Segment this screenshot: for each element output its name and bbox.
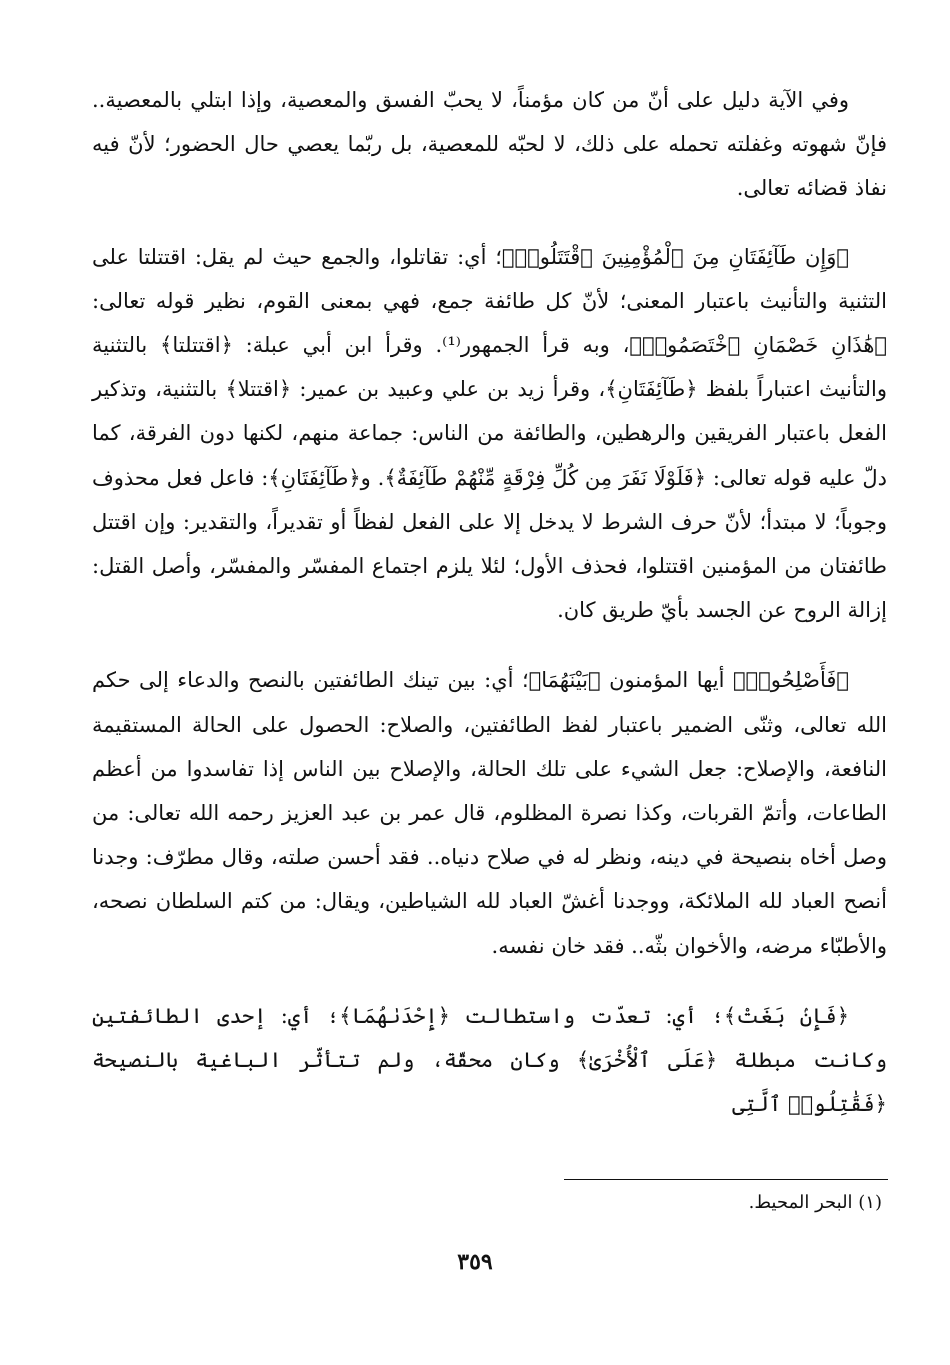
paragraph-3: ﴿فَأَصْلِحُوا۟﴾ أيها المؤمنون ﴿بَيْنَهُمَا﴾؛ أي: بين تينك الطائفتين بالنصح والدعاء إلى حكم الله تعالى، وثنّى الضمير باعتبار لفظ الطائفتين، والصلاح: الحصول على الحالة المستقيمة النافعة، والإصلاح: جعل الشيء على تلك الحالة، والإصلاح بين الناس إذا تفاسدوا من أعظم الطاعات، وأتمّ القربات، وكذا نصرة المظلوم، قال عمر بن عبد العزيز رحمه الله تعالى: من وصل أخاه بنصيحة في دينه، ونظر له في صلاح دنياه.. فقد أحسن صلته، وقال مطرّف: وجدنا أنصح العباد لله الملائكة، ووجدنا أغشّ العباد لله الشياطين، ويقال: من كتم السلطان نصحه، والأطبّاء مرضه، والأخوان بثّه.. فقد خان نفسه. <box>92 668 887 958</box>
page-number: ٣٥٩ <box>457 1249 493 1275</box>
footnote-separator <box>564 1179 888 1180</box>
main-text <box>92 78 887 1126</box>
footnote: (١) البحر المحيط. <box>748 1192 882 1213</box>
paragraph-2: ﴿وَإِن طَآئِفَتَانِ مِنَ ٱلْمُؤْمِنِينَ ٱقْتَتَلُوا۟﴾؛ أي: تقاتلوا، والجمع حيث لم يقل: اقتتلتا على التثنية والتأنيث باعتبار المعنى؛ لأنّ كل طائفة جمع، فهي بمعنى القوم، نظير قوله تعالى: ﴿هَٰذَانِ خَصْمَانِ ٱخْتَصَمُوا۟﴾، وبه قرأ الجمهور⁽¹⁾. وقرأ ابن أبي عبلة: ﴿اقتتلتا﴾ بالتثنية والتأنيث اعتباراً بلفظ ﴿طَآئِفَتَانِ﴾، وقرأ زيد بن علي وعبيد بن عمير: ﴿اقتتلا﴾ بالتثنية، وتذكير الفعل باعتبار الفريقين والرهطين، والطائفة من الناس: جماعة منهم، لكنها دون الفرقة، كما دلّ عليه قوله تعالى: ﴿فَلَوْلَا نَفَرَ مِن كُلِّ فِرْقَةٍ مِّنْهُمْ طَآئِفَةٌ﴾. و﴿طَآئِفَتَانِ﴾: فاعل فعل محذوف وجوباً؛ لا مبتدأ؛ لأنّ حرف الشرط لا يدخل إلا على الفعل لفظاً أو تقديراً، والتقدير: وإن اقتتل طائفتان من المؤمنين اقتتلوا، فحذف الأول؛ لئلا يلزم اجتماع المفسّر والمفسّر، وأصل القتل: إزالة الروح عن الجسد بأيّ طريق كان. <box>92 244 887 623</box>
paragraph-4: ﴿فَإِنۢ بَغَتْ﴾؛ أي: تعدّت واستطالت ﴿إِحْدَىٰهُمَا﴾؛ أي: إحدى الطائفتين وكانت مبطلة ﴿عَلَى ٱلْأُخْرَىٰ﴾ وكان محقّة، ولم تتأثّر الباغية بالنصيحة ﴿فَقَٰتِلُوا۟ ٱلَّتِى <box>92 1003 887 1117</box>
paragraph-1: وفي الآية دليل على أنّ من كان مؤمناً، لا يحبّ الفسق والمعصية، وإذا ابتلي بالمعصية.. فإنّ شهوته وغفلته تحمله على ذلك، لا لحبّه للمعصية، بل ربّما يعصي حال الحضور؛ لأنّ فيه نفاذ قضائه تعالى. <box>92 88 887 201</box>
